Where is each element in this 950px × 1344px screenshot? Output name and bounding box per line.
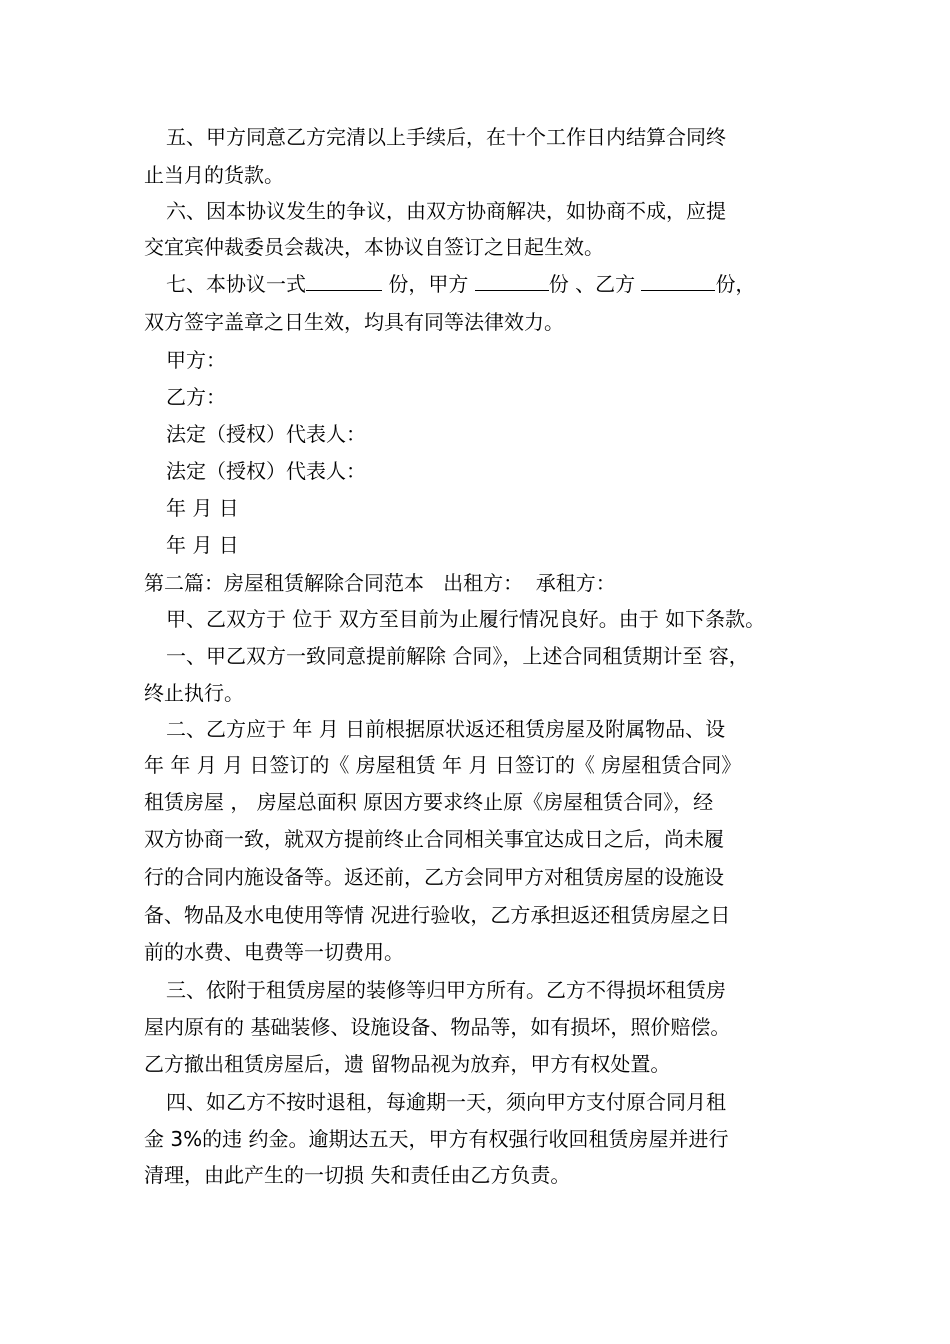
term-2-line-3: 租赁房屋 ， 房屋总面积 原因方要求终止原《房屋租赁合同》，经 bbox=[144, 790, 714, 814]
second-article-heading: 第二篇：房屋租赁解除合同范本 出租方： 承租方： bbox=[144, 571, 616, 595]
term-2-line-6: 备、物品及水电使用等情 况进行验收，乙方承担返还租赁房屋之日 bbox=[144, 903, 731, 927]
clause-7-line-1 bbox=[166, 271, 755, 297]
copies-party-b-blank bbox=[641, 272, 715, 291]
term-4-line-3: 清理，由此产生的一切损 失和责任由乙方负责。 bbox=[144, 1163, 571, 1187]
clause-7-part-c: 份 、乙方 bbox=[548, 272, 642, 296]
term-4-line-1: 四、如乙方不按时退租，每逾期一天，须向甲方支付原合同月租 bbox=[166, 1090, 726, 1114]
term-2-line-2: 年 年 月 月 日签订的《 房屋租赁 年 月 日签订的《 房屋租赁合同》 bbox=[144, 753, 742, 777]
term-1-line-1: 一、甲乙双方一致同意提前解除 合同》，上述合同租赁期计至 容， bbox=[166, 644, 749, 668]
representative-label-1: 法定（授权）代表人： bbox=[166, 422, 366, 446]
term-3-line-3: 乙方撤出租赁房屋后，遗 留物品视为放弃，甲方有权处置。 bbox=[144, 1052, 671, 1076]
clause-7-line-2: 双方签字盖章之日生效，均具有同等法律效力。 bbox=[144, 310, 564, 334]
clause-5-line-2: 止当月的货款。 bbox=[144, 163, 284, 187]
term-3-line-2: 屋内原有的 基础装修、设施设备、物品等，如有损坏，照价赔偿。 bbox=[144, 1015, 731, 1039]
term-4-line-2: 金 3%的违 约金。逾期达五天，甲方有权强行收回租赁房屋并进行 bbox=[144, 1127, 729, 1151]
clause-5-line-1: 五、甲方同意乙方完清以上手续后，在十个工作日内结算合同终 bbox=[166, 125, 726, 149]
clause-6-line-1: 六、因本协议发生的争议，由双方协商解决，如协商不成，应提 bbox=[166, 199, 726, 223]
clause-7-part-d: 份， bbox=[715, 272, 756, 296]
party-a-label: 甲方： bbox=[166, 348, 226, 372]
term-2-line-4: 双方协商一致，就双方提前终止合同相关事宜达成日之后，尚未履 bbox=[144, 827, 724, 851]
representative-label-2: 法定（授权）代表人： bbox=[166, 459, 366, 483]
date-label-1: 年 月 日 bbox=[166, 496, 239, 520]
clause-7-part-b: 份，甲方 bbox=[382, 272, 475, 296]
copies-total-blank bbox=[306, 272, 382, 291]
clause-7-part-a: 七、本协议一式 bbox=[166, 272, 306, 296]
party-b-label: 乙方： bbox=[166, 385, 226, 409]
term-1-line-2: 终止执行。 bbox=[144, 681, 244, 705]
term-2-line-1: 二、乙方应于 年 月 日前根据原状返还租赁房屋及附属物品、设 bbox=[166, 717, 726, 741]
term-3-line-1: 三、依附于租赁房屋的装修等归甲方所有。乙方不得损坏租赁房 bbox=[166, 978, 726, 1002]
second-article-intro: 甲、乙双方于 位于 双方至目前为止履行情况良好。由于 如下条款。 bbox=[166, 607, 766, 631]
copies-party-a-blank bbox=[475, 272, 549, 291]
term-2-line-5: 行的合同内施设备等。返还前，乙方会同甲方对租赁房屋的设施设 bbox=[144, 865, 724, 889]
term-2-line-7: 前的水费、电费等一切费用。 bbox=[144, 940, 404, 964]
date-label-2: 年 月 日 bbox=[166, 533, 239, 557]
clause-6-line-2: 交宜宾仲裁委员会裁决，本协议自签订之日起生效。 bbox=[144, 235, 604, 259]
